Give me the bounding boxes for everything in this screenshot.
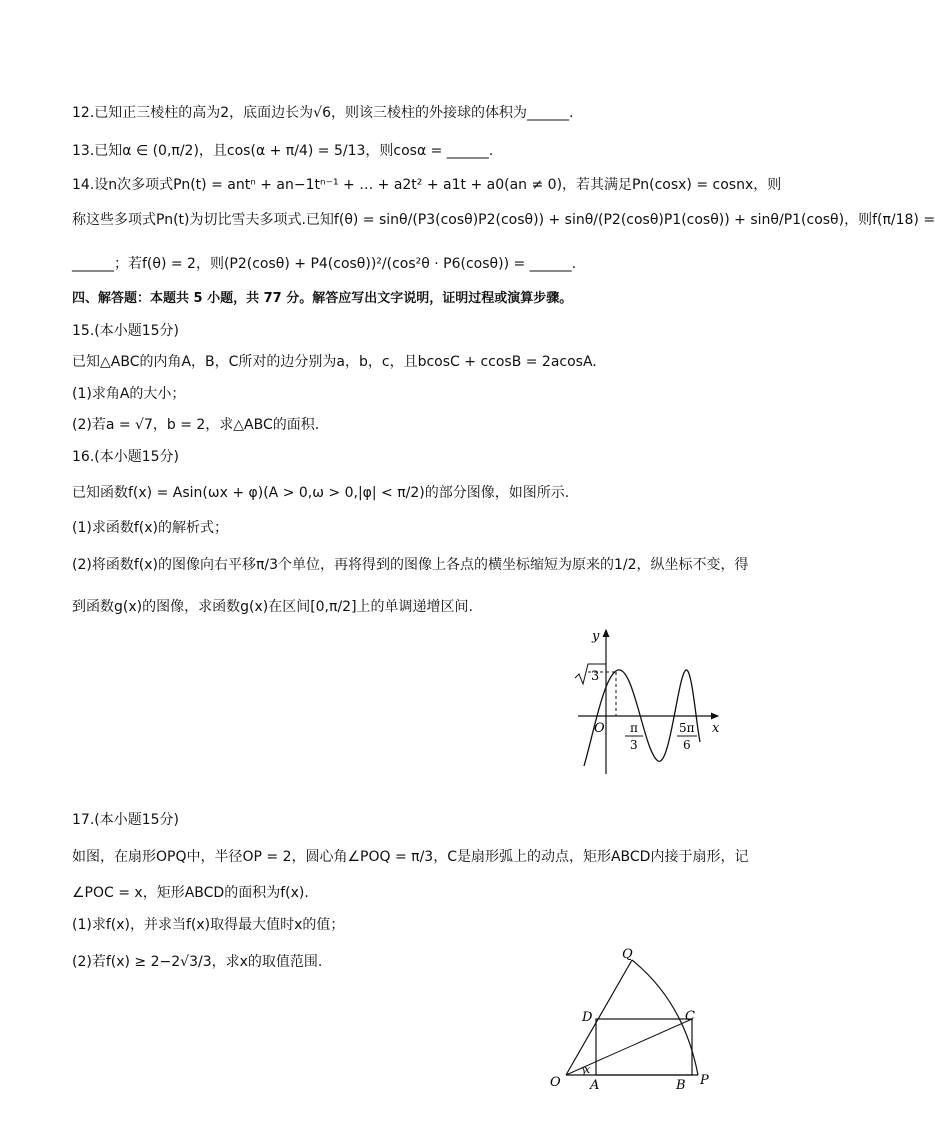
x-label: x: [712, 721, 720, 736]
q16-head: 16.(本小题15分): [72, 449, 180, 465]
origin-label: O: [594, 721, 605, 736]
label-b: B: [676, 1078, 686, 1093]
tick2-den: 6: [683, 738, 691, 752]
q16-part2-line2: 到函数g(x)的图像，求函数g(x)在区间[0,π/2]上的单调递增区间.: [72, 599, 473, 615]
q17-head: 17.(本小题15分): [72, 812, 180, 828]
q15-part2: (2)若a = √7，b = 2，求△ABC的面积.: [72, 417, 320, 433]
q16-part1: (1)求函数f(x)的解析式；: [72, 520, 228, 536]
label-o: O: [550, 1075, 561, 1090]
q15-head: 15.(本小题15分): [72, 323, 180, 339]
q15-stem: 已知△ABC的内角A，B，C所对的边分别为a，b，c，且bcosC + ccosB = 2acosA.: [72, 354, 597, 370]
tick2-num: 5π: [679, 721, 695, 735]
q17-stem1: 如图，在扇形OPQ中，半径OP = 2，圆心角∠POQ = π/3，C是扇形弧上的动点，矩形ABCD内接于扇形，记: [72, 849, 749, 865]
rectangle-abcd: [596, 1019, 692, 1075]
tick1-num: π: [630, 721, 638, 735]
label-a: A: [590, 1078, 600, 1093]
q14-line1: 14.设n次多项式Pn(t) = antⁿ + an−1tⁿ⁻¹ + … + a2t² + a1t + a0(an ≠ 0)，若其满足Pn(cosx) = cosnx，则: [72, 177, 782, 193]
q16-stem: 已知函数f(x) = Asin(ωx + φ)(A > 0,ω > 0,|φ| < π/2)的部分图像，如图所示.: [72, 485, 570, 501]
q16-part2-line1: (2)将函数f(x)的图像向右平移π/3个单位，再将得到的图像上各点的横坐标缩短为原来的1/2，纵坐标不变，得: [72, 557, 749, 573]
q15-part1: (1)求角A的大小；: [72, 386, 186, 402]
section-heading: 四、解答题：本题共 5 小题，共 77 分。解答应写出文字说明，证明过程或演算步骤。: [72, 291, 573, 306]
label-d: D: [582, 1010, 593, 1025]
label-c: C: [685, 1009, 695, 1024]
q17-part1: (1)求f(x)，并求当f(x)取得最大值时x的值；: [72, 917, 345, 933]
q14-line2: 称这些多项式Pn(t)为切比雪夫多项式.已知f(θ) = sinθ/(P3(cosθ)P2(cosθ)) + sinθ/(P2(cosθ)P1(cosθ)) + sinθ/P1(cosθ)，则f(π/18) =: [72, 212, 935, 228]
q17-stem2: ∠POC = x，矩形ABCD的面积为f(x).: [72, 885, 309, 901]
amplitude-label: 3: [591, 669, 600, 684]
tick1-den: 3: [630, 738, 638, 752]
radius-oq: [566, 960, 632, 1075]
q12: 12.已知正三棱柱的高为2，底面边长为√6，则该三棱柱的外接球的体积为______.: [72, 105, 574, 121]
q13: 13.已知α ∈ (0,π/2)，且cos(α + π/4) = 5/13，则cosα = ______.: [72, 143, 494, 159]
label-x: x: [584, 1063, 591, 1076]
q16-function-graph: [566, 622, 726, 780]
q14-line3: ______；若f(θ) = 2，则(P2(cosθ) + P4(cosθ))²/(cos²θ · P6(cosθ)) = ______.: [72, 256, 577, 272]
label-p: P: [700, 1073, 709, 1088]
label-q: Q: [622, 947, 633, 962]
q17-part2: (2)若f(x) ≥ 2−2√3/3，求x的取值范围.: [72, 954, 323, 970]
y-label: y: [592, 629, 600, 644]
q17-sector-figure: [540, 940, 720, 1092]
